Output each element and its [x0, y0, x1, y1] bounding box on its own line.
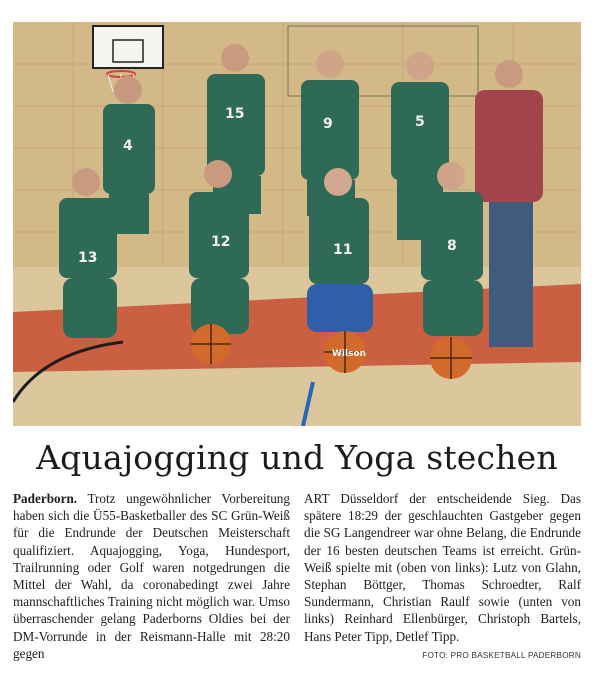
- photo-credit: FOTO: PRO BASKETBALL PADERBORN: [422, 650, 581, 660]
- jersey-number: 13: [78, 250, 98, 266]
- article-headline: Aquajogging und Yoga stechen: [36, 438, 558, 477]
- team-photo-illustration: [13, 22, 581, 426]
- jersey-number: 15: [225, 106, 245, 122]
- jersey-number: 12: [211, 234, 231, 250]
- dateline: Paderborn.: [13, 491, 78, 506]
- jersey-number: 4: [123, 138, 133, 154]
- article-text-left: Trotz ungewöhnlicher Vorbereitung haben sich die Ü55-Basketballer des SC Grün-Weiß für die Endrunde der Deutschen Meisterschaft qualifiziert. Aquajogging, Yoga, Hundesport, Trailrunning oder Golf waren notgedrungen die Mittel der Wahl, da coronabedingt zwei Jahre mannschaftliches Training nicht möglich war. Umso überraschender gelang Paderborns Oldies bei der DM-Vorrunde in der Reismann-Halle mit 28:20 gegen: [13, 491, 290, 661]
- article-text-right: ART Düsseldorf der entscheidende Sieg. Das spätere 18:29 der geschlauchten Gastgeber gegen die SG Langendreer war ohne Belang, die Endrunde der 16 besten deutschen Teams ist erreicht. Grün-Weiß spielte mit (oben von links): Lutz von Glahn, Stephan Böttger, Thomas Schroedter, Ralf Sundermann, Christian Raulf sowie (unten von links) Reinhard Ellenbürger, Christoph Bartels, Hans Peter Tipp, Detlef Tipp.: [304, 491, 581, 644]
- basketball-2: [324, 331, 366, 373]
- team-photo: [13, 22, 581, 426]
- article-body: [13, 490, 581, 660]
- jersey-number: 9: [323, 116, 333, 132]
- article-column-right: [304, 490, 581, 660]
- jersey-number: 5: [415, 114, 425, 130]
- article-column-left: [13, 490, 290, 660]
- jersey-number: 11: [333, 242, 353, 258]
- jersey-number: 8: [447, 238, 457, 254]
- ball-brand-label: Wilson: [332, 349, 367, 359]
- basketball-1: [191, 324, 231, 364]
- basketball-3: [430, 337, 472, 379]
